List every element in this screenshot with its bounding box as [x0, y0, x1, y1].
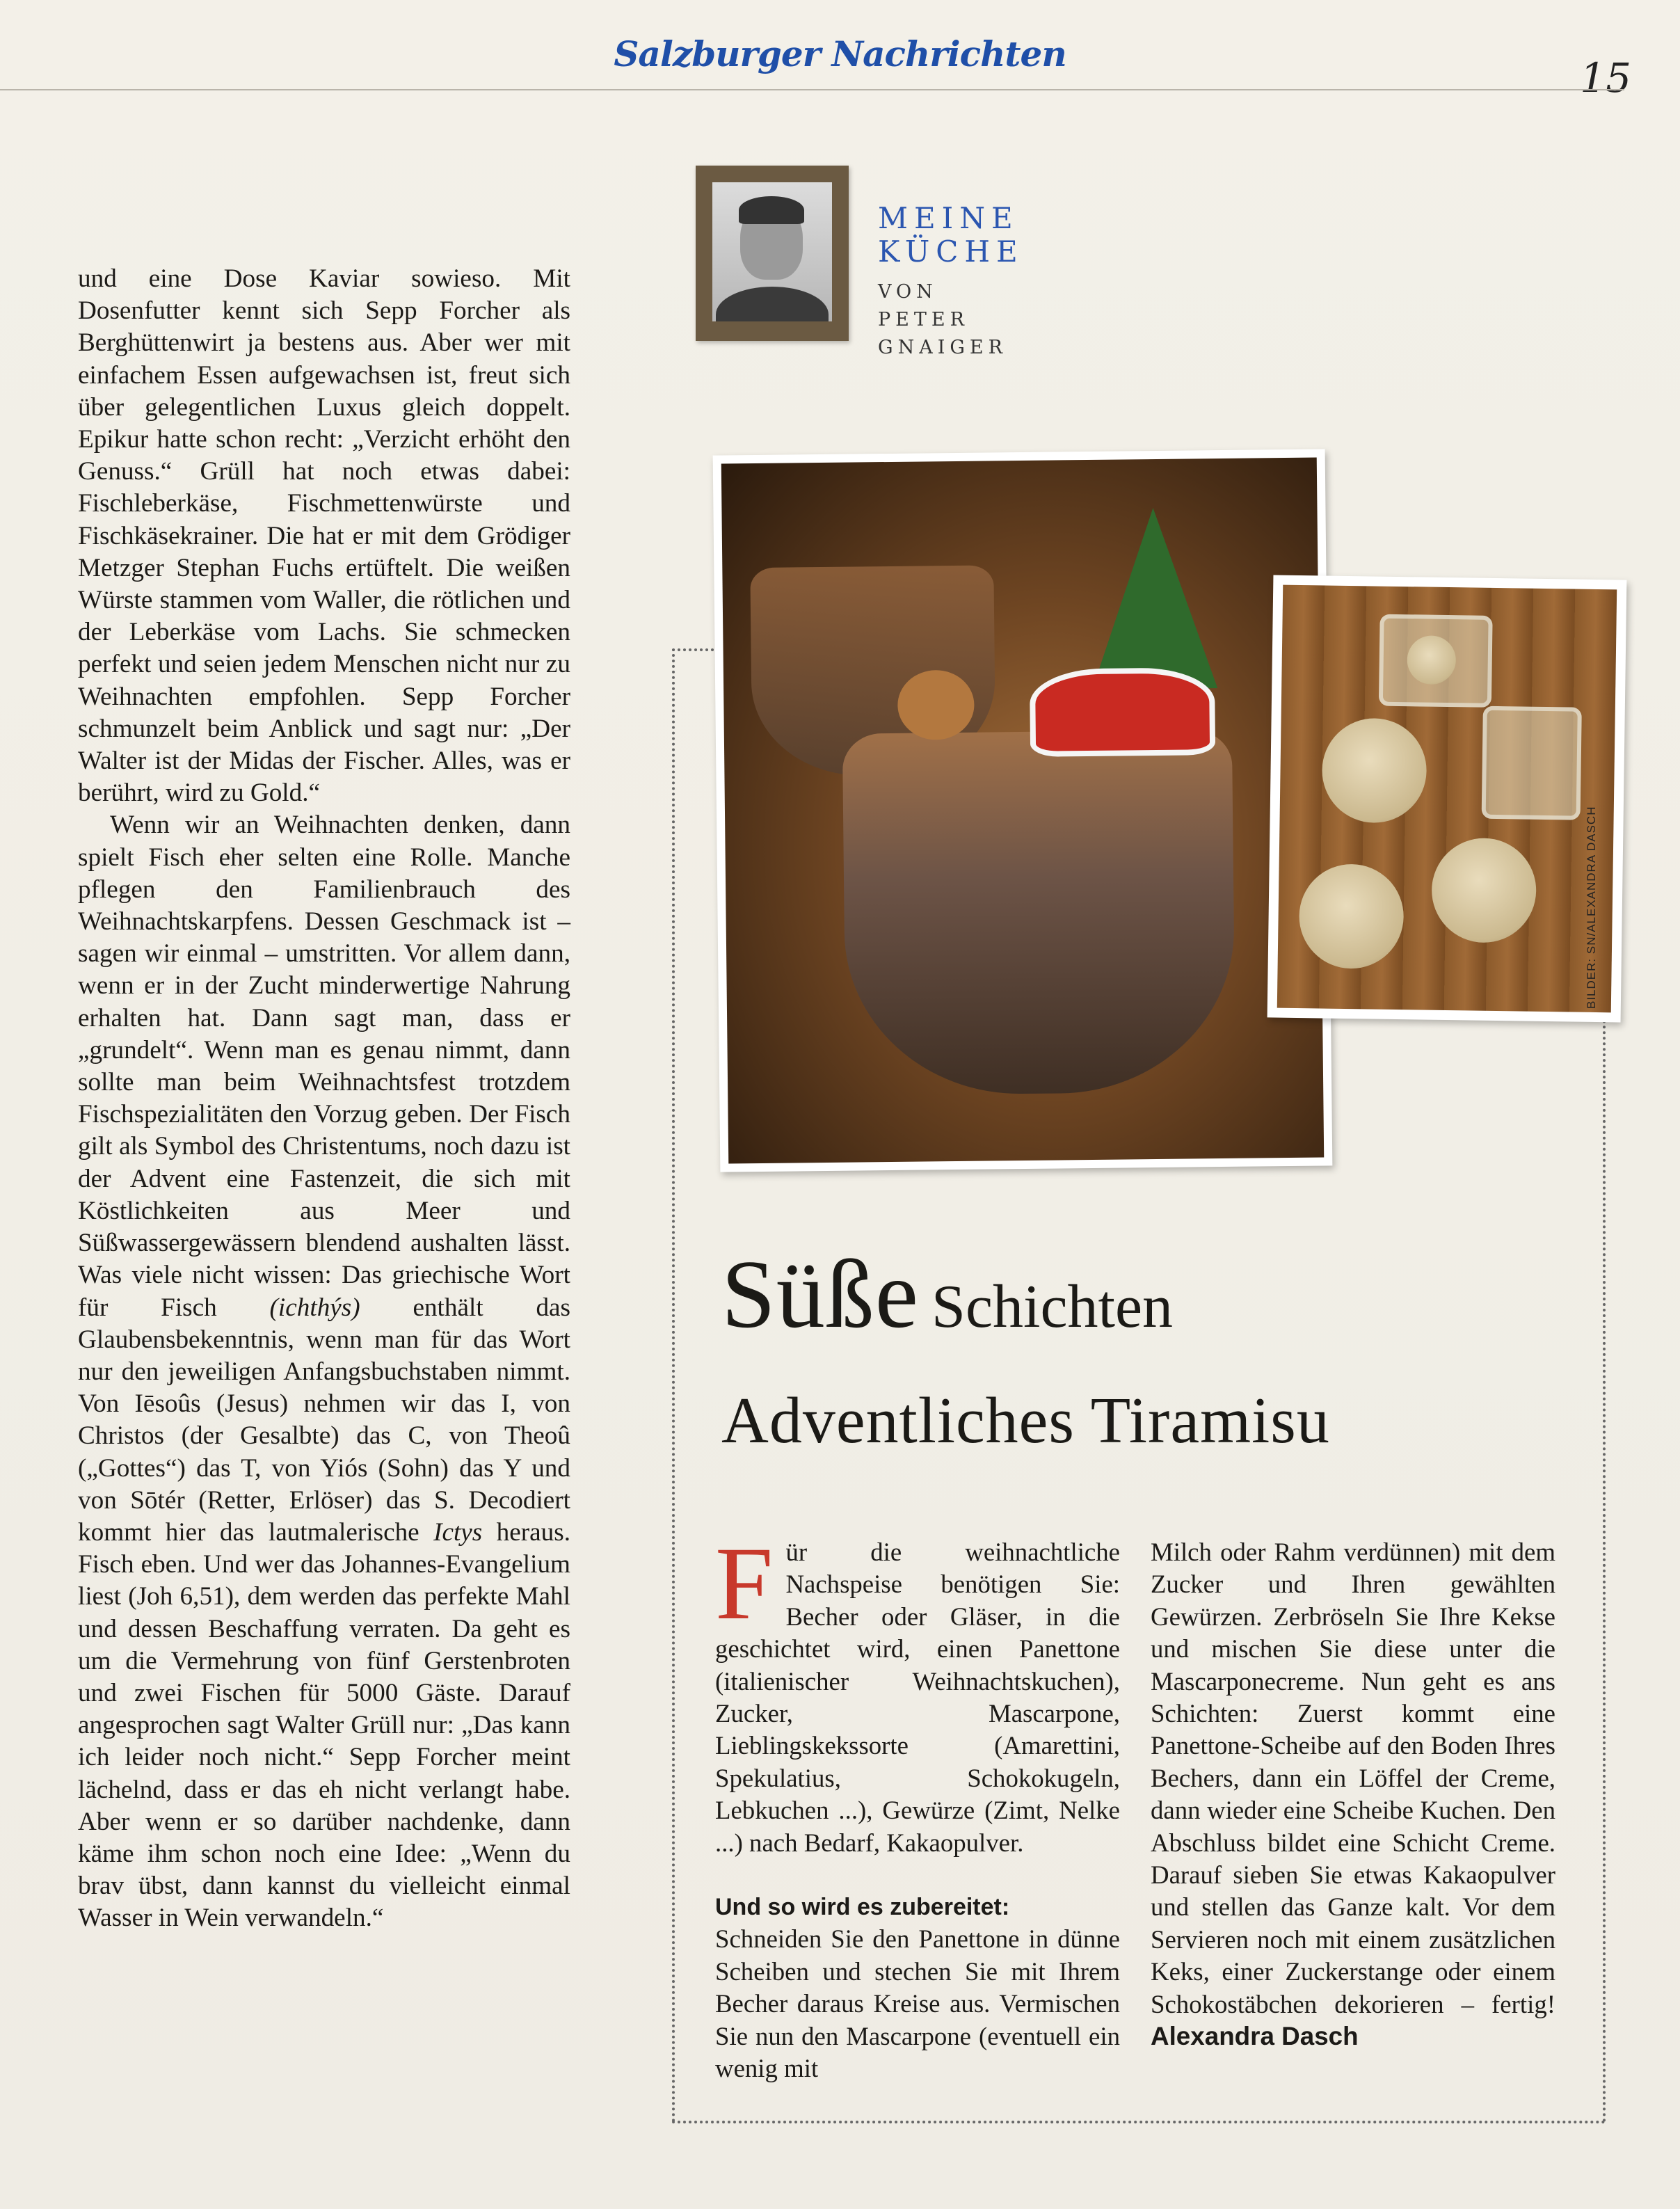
author-portrait	[696, 166, 849, 341]
recipe-author: Alexandra Dasch	[1151, 2022, 1359, 2051]
method-text: Milch oder Rahm verdünnen) mit dem Zucker und Ihren gewählten Gewürzen. Zerbröseln Sie Ihre Kekse und mischen Sie diese unter die Mascarponecreme. Nun geht es ans Schichten: Zuerst kommt eine Panettone-Scheibe auf den Boden Ihres Bechers, dann ein Löffel der Creme, dann wieder eine Scheibe Kuchen. Den Abschluss bildet eine Schicht Creme. Darauf sieben Sie etwas Kakaopulver und stellen das Ganze kalt. Vor dem Servieren noch mit einem zusätzlichen Keks, einer Zuckerstange oder einem Schokostäbchen dekorieren – fertig! Alexandra Dasch	[1151, 1538, 1555, 2051]
recipe-headline: Süße Schichten	[721, 1241, 1174, 1348]
paragraph: Wenn wir an Weihnachten denken, dann spielt Fisch eher selten eine Rolle. Manche pflegen den Familienbrauch des Weihnachtskarpfens. Dessen Geschmack ist – sagen wir einmal – umstritten. Vor allem dann, wenn er in der Zucht minderwertige Nahrung erhalten hat. Dann sagt man, dass er „grundelt“. Wenn man es genau nimmt, dann sollte man beim Weihnachtsfest trotzdem Fischspezialitäten den Vorzug geben. Der Fisch gilt als Symbol des Christentums, noch dazu ist der Advent eine Fastenzeit, die sich mit Köstlichkeiten aus Meer und Süßwassergewässern blendend aushalten lässt. Was viele nicht wissen: Das griechische Wort für Fisch (ichthýs) enthält das Glaubensbekenntnis, wenn man für das Wort nur den jeweiligen Anfangsbuchstaben nimmt. Von Iēsoûs (Jesus) nehmen wir das I, von Christos (der Gesalbte) das C, von Theoû („Gottes“) das T, von Yiós (Sohn) das Y und von Sōtér (Retter, Erlöser) das S. Decodiert kommt hier das lautmalerische Ictys heraus. Fisch eben. Und wer das Johannes-Evangelium liest (Joh 6,51), dem werden das perfekte Mahl und dessen Beschaffung verraten. Da geht es um die Vermehrung von fünf Gerstenbroten und zwei Fischen für 5000 Gäste. Darauf angesprochen sagt Walter Grüll nur: „Das kann ich leider noch nicht.“ Sepp Forcher meint lächelnd, dass er das eh nicht verlangt habe. Aber wenn er so darüber nachdenke, dann käme ihm schon noch eine Idee: „Wenn du brav übst, dann kannst du vielleicht einmal Wasser in Wein verwandeln.“	[78, 811, 571, 1933]
recipe-column-2	[1151, 1536, 1555, 2053]
header-rule	[0, 89, 1624, 90]
article-left-column	[78, 263, 570, 1935]
paragraph: und eine Dose Kaviar sowieso. Mit Dosenfutter kennt sich Sepp Forcher als Berghüttenwirt ja bestens aus. Aber wer mit einfachem Essen aufgewachsen ist, freut sich über gelegentlichen Luxus gleich doppelt. Epikur hatte schon recht: „Verzicht erhöht den Genuss.“ Grüll hat noch etwas dabei: Fischleberkäse, Fischmettenwürste und Fischkäsekrainer. Die hat er mit dem Grödiger Metzger Stephan Fuchs ertüftelt. Die weißen Würste stammen vom Waller, die rötlichen und der Leberkäse vom Lachs. Sie schmecken perfekt und seien jedem Menschen nicht nur zu Weihnachten empfohlen. Sepp Forcher schmunzelt beim Anblick und sagt nur: „Der Walter ist der Midas der Fischer. Alles, was er berührt, wird zu Gold.“	[78, 264, 570, 808]
method-text: Schneiden Sie den Panettone in dünne Scheiben und stechen Sie mit Ihrem Becher daraus Kreise aus. Vermischen Sie nun den Mascarpone (eventuell ein wenig mit	[715, 1924, 1120, 2083]
drop-cap: F	[715, 1526, 774, 1641]
recipe-subheadline: Adventliches Tiramisu	[721, 1385, 1330, 1457]
cookies-photo	[1267, 575, 1627, 1022]
byline: VON PETER GNAIGER	[878, 281, 1007, 358]
page-number: 15	[1580, 54, 1631, 102]
method-heading: Und so wird es zubereitet:	[715, 1894, 1010, 1921]
column-title: MEINE KÜCHE	[878, 201, 1024, 269]
recipe-column-1	[715, 1526, 1120, 2085]
photo-credit: BILDER: SN/ALEXANDRA DASCH	[1585, 806, 1598, 1009]
masthead: Salzburger Nachrichten	[614, 33, 1066, 74]
recipe-intro: Für die weihnachtliche Nachspeise benötigen Sie: Becher oder Gläser, in die geschichtet wird, einen Panettone (italienischer Weihnachtskuchen), Zucker, Mascarpone, Lieblingskekssorte (Amarettini, Spekulatius, Schokokugeln, Lebkuchen ...), Gewürze (Zimt, Nelke ...) nach Bedarf, Kakaopulver.	[715, 1526, 1120, 1857]
tiramisu-photo	[713, 449, 1333, 1172]
